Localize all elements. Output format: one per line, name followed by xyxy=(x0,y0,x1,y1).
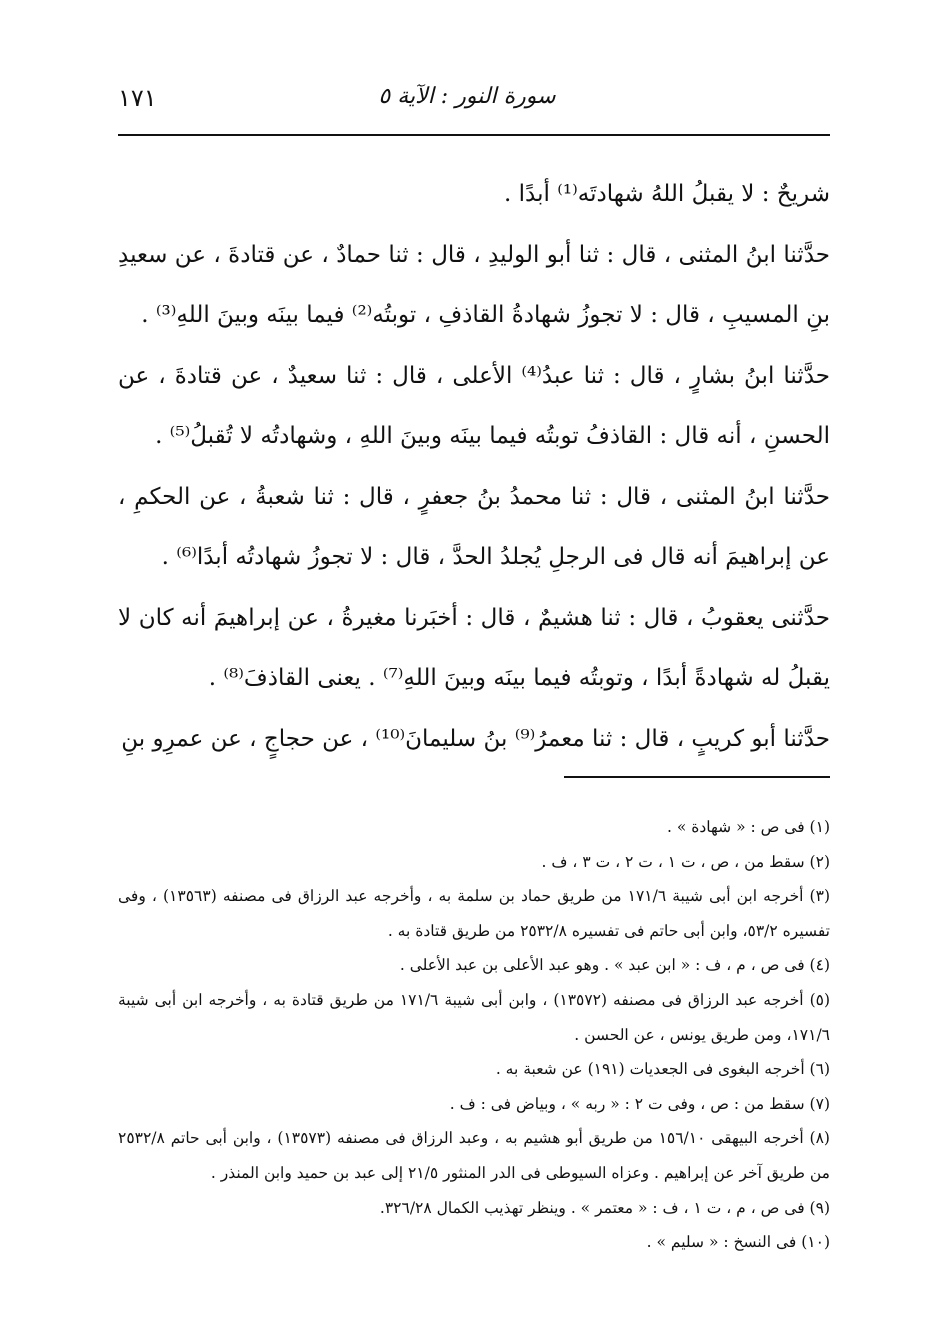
paragraph-3: حدَّثنا ابنُ بشارٍ ، قال : ثنا عبدُ⁽⁴⁾ الأعلى ، قال : ثنا سعيدٌ ، عن قتادةَ ، عن الحسنِ ، أنه قال : القاذفُ توبتُه فيما بينَه وبينَ اللهِ ، وشهادتُه لا تُقبلُ⁽⁵⁾ . xyxy=(118,363,830,449)
footnote-3: (٣) أخرجه ابن أبى شيبة ١٧١/٦ من طريق حماد بن سلمة به ، وأخرجه عبد الرزاق فى مصنفه (١٣٥٦٣) ، وفى تفسيره ٥٣/٢، وابن أبى حاتم فى تفسيره ٢٥٣٢/٨ من طريق قتادة به . xyxy=(118,887,830,940)
footnote-4: (٤) فى ص ، م ، ف : « ابن عبد » . وهو عبد الأعلى بن عبد الأعلى . xyxy=(399,956,830,975)
footnote-divider xyxy=(564,776,830,778)
footnote-7: (٧) سقط من : ص ، وفى ت ٢ : « ربه » ، وبياض فى : ف . xyxy=(449,1094,830,1113)
header-divider xyxy=(118,134,830,136)
running-title: سورة النور : الآية ٥ xyxy=(378,84,556,109)
footnote-2: (٢) سقط من ، ص ، ت ١ ، ت ٢ ، ت ٣ ، ف . xyxy=(541,852,830,871)
paragraph-1: شريحٌ : لا يقبلُ اللهُ شهادتَه⁽¹⁾ أبدًا . xyxy=(504,181,830,207)
footnote-5: (٥) أخرجه عبد الرزاق فى مصنفه (١٣٥٧٢) ، وابن أبى شيبة ١٧١/٦ من طريق قتادة به ، وأخرجه ابن أبى شيبة ١٧١/٦، ومن طريق يونس ، عن الحسن . xyxy=(118,990,831,1044)
footnote-9: (٩) فى ص ، م ، ت ١ ، ف : « معتمر » . وينظر تهذيب الكمال ٣٢٦/٢٨. xyxy=(379,1198,830,1217)
page-number: ١٧١ xyxy=(118,84,157,112)
paragraph-2: حدَّثنا ابنُ المثنى ، قال : ثنا أبو الوليدِ ، قال : ثنا حمادٌ ، عن قتادةَ ، عن سعيدِ بنِ المسيبِ ، قال : لا تجوزُ شهادةُ القاذفِ ، توبتُه⁽²⁾ فيما بينَه وبينَ اللهِ⁽³⁾ . xyxy=(118,242,830,328)
footnotes xyxy=(118,810,830,1260)
footnote-1: (١) فى ص : « شهادة » . xyxy=(667,818,830,836)
footnote-6: (٦) أخرجه البغوى فى الجعديات (١٩١) عن شعبة به . xyxy=(495,1060,830,1079)
footnote-10: (١٠) فى النسخ : « سليم » . xyxy=(646,1233,830,1252)
paragraph-6: حدَّثنا أبو كريبٍ ، قال : ثنا معمرُ⁽⁹⁾ بنُ سليمانَ⁽¹⁰⁾ ، عن حجاجٍ ، عن عمرِو بنِ xyxy=(121,726,830,752)
footnote-8: (٨) أخرجه البيهقى ١٥٦/١٠ من طريق أبو هشيم به ، وعبد الرزاق فى مصنفه (١٣٥٧٣) ، وابن أبى حاتم ٢٥٣٢/٨ من طريق آخر عن إبراهيم . وعزاه السيوطى فى الدر المنثور ٢١/٥ إلى عبد بن حميد وابن المنذر . xyxy=(118,1129,830,1182)
page-header xyxy=(118,84,816,118)
paragraph-5: حدَّثنى يعقوبُ ، قال : ثنا هشيمٌ ، قال : أخبَرنا مغيرةُ ، عن إبراهيمَ أنه كان لا يقبلُ له شهادةً أبدًا ، وتوبتُه فيما بينَه وبينَ اللهِ⁽⁷⁾ . يعنى القاذفَ⁽⁸⁾ . xyxy=(118,605,830,691)
main-text xyxy=(118,164,830,769)
paragraph-4: حدَّثنا ابنُ المثنى ، قال : ثنا محمدُ بنُ جعفرٍ ، قال : ثنا شعبةُ ، عن الحكمِ ، عن إبراهيمَ أنه قال فى الرجلِ يُجلدُ الحدَّ ، قال : لا تجوزُ شهادتُه أبدًا⁽⁶⁾ . xyxy=(118,484,830,570)
